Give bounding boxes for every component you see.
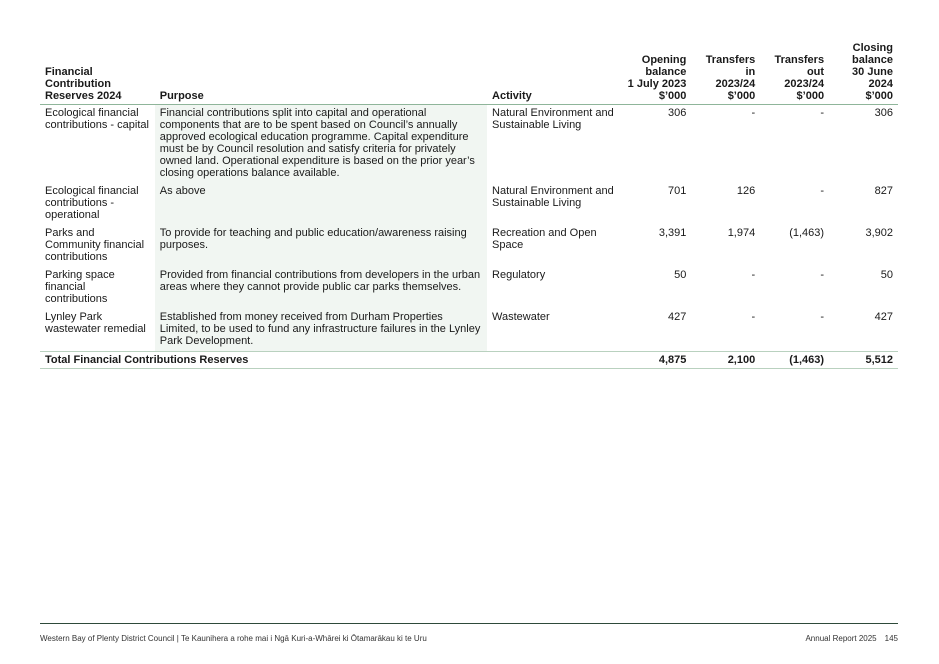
footer-report-title: Annual Report 2025 bbox=[805, 634, 877, 643]
reserve-purpose: Financial contributions split into capital and operational components that are to be spent based on Council’s annually approved ecological education programme. Capital expenditure must be by Council resolution and satisfy criteria for privately owned land. Operational expenditure is based on the prior year’s closing operations balance available. bbox=[155, 105, 487, 184]
reserve-name: Lynley Park wastewater remedial bbox=[45, 311, 146, 335]
header-purpose: Purpose bbox=[155, 42, 487, 105]
report-page bbox=[40, 0, 898, 664]
table-row bbox=[40, 267, 898, 309]
total-row bbox=[40, 352, 898, 369]
opening-balance: 701 bbox=[668, 185, 687, 197]
header-transfers-in: Transfers in 2023/24 $’000 bbox=[691, 42, 760, 105]
opening-balance: 427 bbox=[668, 311, 687, 323]
closing-balance: 827 bbox=[874, 185, 893, 197]
financial-contributions-reserves-table bbox=[40, 42, 898, 369]
reserve-purpose: To provide for teaching and public education/awareness raising purposes. bbox=[155, 225, 487, 267]
reserve-activity: Recreation and Open Space bbox=[492, 227, 597, 251]
header-transfers-out: Transfers out 2023/24 $’000 bbox=[760, 42, 829, 105]
total-closing-balance: 5,512 bbox=[829, 352, 898, 369]
transfers-out: (1,463) bbox=[789, 227, 825, 239]
reserve-activity: Natural Environment and Sustainable Living bbox=[492, 185, 614, 209]
transfers-in: - bbox=[751, 107, 756, 119]
header-activity: Activity bbox=[487, 42, 623, 105]
closing-balance: 306 bbox=[874, 107, 893, 119]
reserve-name: Ecological financial contributions - capital bbox=[45, 107, 149, 131]
closing-balance: 50 bbox=[880, 269, 893, 281]
header-opening-balance: Opening balance 1 July 2023 $’000 bbox=[623, 42, 692, 105]
reserve-purpose: Provided from financial contributions from developers in the urban areas where they cannot provide public car parks themselves. bbox=[155, 267, 487, 309]
total-opening-balance: 4,875 bbox=[623, 352, 692, 369]
transfers-in: 126 bbox=[736, 185, 756, 197]
table-header-row bbox=[40, 42, 898, 105]
closing-balance: 3,902 bbox=[865, 227, 893, 239]
reserve-name: Ecological financial contributions - operational bbox=[45, 185, 139, 221]
opening-balance: 306 bbox=[668, 107, 687, 119]
closing-balance: 427 bbox=[874, 311, 893, 323]
table-row bbox=[40, 309, 898, 352]
header-closing-balance: Closing balance 30 June 2024 $’000 bbox=[829, 42, 898, 105]
footer-report-info bbox=[805, 634, 898, 643]
transfers-out: - bbox=[820, 107, 825, 119]
total-transfers-out: (1,463) bbox=[760, 352, 829, 369]
transfers-out: - bbox=[820, 269, 825, 281]
reserve-activity: Wastewater bbox=[492, 311, 550, 323]
page-number: 145 bbox=[884, 634, 898, 643]
reserve-purpose: Established from money received from Durham Properties Limited, to be used to fund any infrastructure failures in the Lynley Park Development. bbox=[155, 309, 487, 352]
transfers-in: - bbox=[751, 269, 756, 281]
total-label: Total Financial Contributions Reserves bbox=[40, 352, 623, 369]
opening-balance: 50 bbox=[674, 269, 687, 281]
footer-divider bbox=[40, 623, 898, 624]
total-transfers-in: 2,100 bbox=[691, 352, 760, 369]
reserve-activity: Regulatory bbox=[492, 269, 546, 281]
reserve-name: Parking space financial contributions bbox=[45, 269, 115, 305]
reserve-purpose: As above bbox=[155, 183, 487, 225]
table-row bbox=[40, 105, 898, 184]
table-row bbox=[40, 183, 898, 225]
transfers-out: - bbox=[820, 185, 825, 197]
table-row bbox=[40, 225, 898, 267]
transfers-in: 1,974 bbox=[727, 227, 756, 239]
header-reserve-name: Financial Contribution Reserves 2024 bbox=[40, 42, 155, 105]
transfers-out: - bbox=[820, 311, 825, 323]
reserve-activity: Natural Environment and Sustainable Living bbox=[492, 107, 614, 131]
reserve-name: Parks and Community financial contributions bbox=[45, 227, 145, 263]
opening-balance: 3,391 bbox=[658, 227, 687, 239]
footer-council-name: Western Bay of Plenty District Council | Te Kaunihera a rohe mai i Ngā Kuri-a-Whārei ki Ōtamarākau ki te Uru bbox=[40, 634, 427, 643]
transfers-in: - bbox=[751, 311, 756, 323]
